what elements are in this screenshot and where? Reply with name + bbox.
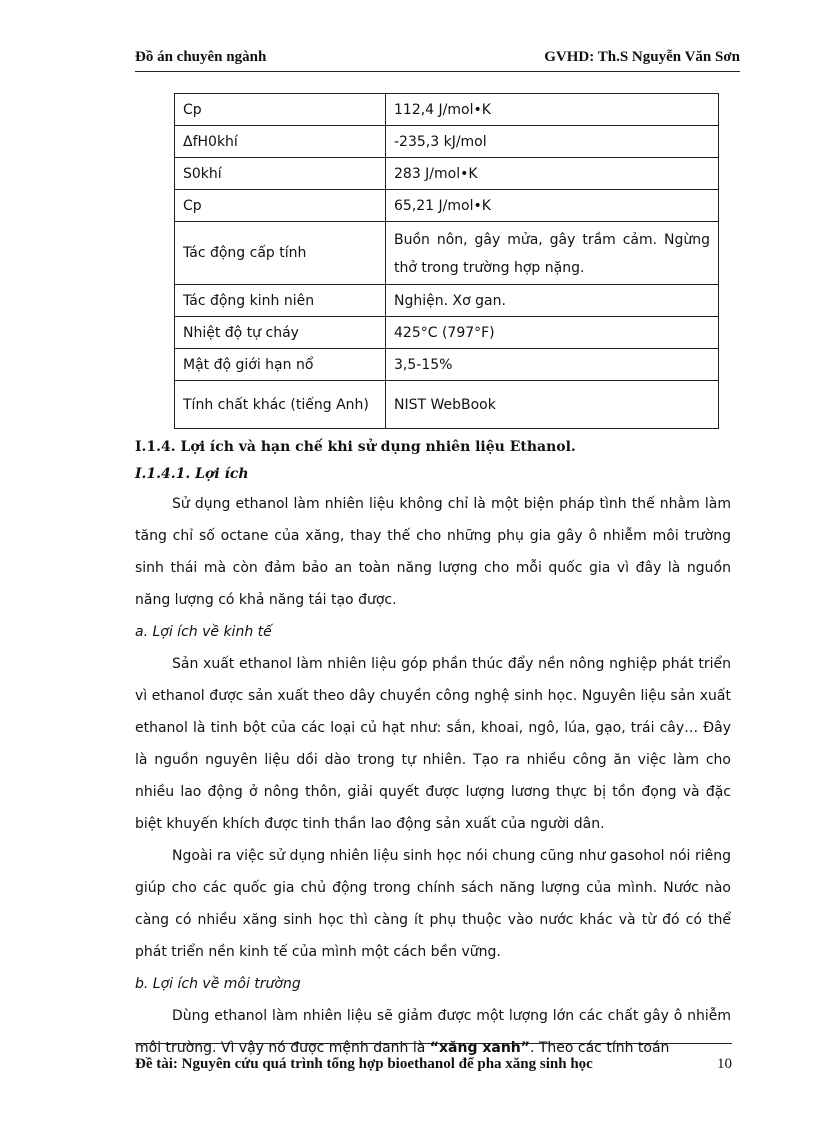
table-row <box>175 285 719 317</box>
subheading-economy: a. Lợi ích về kinh tế <box>135 624 272 640</box>
paragraph: Sử dụng ethanol làm nhiên liệu không chỉ là một biện pháp tình thế nhằm làm tăng chỉ số octane của xăng, thay thế cho những phụ gia gây ô nhiễm môi trường sinh thái mà còn đảm bảo an toàn năng lượng cho mỗi quốc gia vì đây là nguồn năng lượng có khả năng tái tạo được. <box>135 496 731 608</box>
table-value: 65,21 J/mol•K <box>386 190 719 222</box>
table-row <box>175 381 719 429</box>
table-key: Cp <box>175 190 386 222</box>
body-content <box>135 434 731 1064</box>
paragraph: Sản xuất ethanol làm nhiên liệu góp phần thúc đẩy nền nông nghiệp phát triển vì ethanol được sản xuất theo dây chuyền công nghệ sinh học. Nguyên liệu sản xuất ethanol là tinh bột của các loại củ hạt như: sắn, khoai, ngô, lúa, gạo, trái cây… Đây là nguồn nguyên liệu dồi dào trong tự nhiên. Tạo ra nhiều công ăn việc làm cho nhiều lao động ở nông thôn, giải quyết được lượng lương thực bị tồn đọng và đặc biệt khuyến khích được tinh thần lao động sản xuất của người dân. <box>135 656 731 832</box>
table-value: -235,3 kJ/mol <box>386 126 719 158</box>
table-value: 283 J/mol•K <box>386 158 719 190</box>
footer-title: Đề tài: Nguyên cứu quá trình tổng hợp bioethanol để pha xăng sinh học <box>135 1056 593 1072</box>
table-row <box>175 158 719 190</box>
header-left: Đồ án chuyên ngành <box>135 49 267 65</box>
table-key: S0khí <box>175 158 386 190</box>
table-value: Nghiện. Xơ gan. <box>386 285 719 317</box>
section-heading: I.1.4. Lợi ích và hạn chế khi sử dụng nhiên liệu Ethanol. <box>135 439 576 455</box>
paragraph: Ngoài ra việc sử dụng nhiên liệu sinh học nói chung cũng như gasohol nói riêng giúp cho các quốc gia chủ động trong chính sách năng lượng của mình. Nước nào càng có nhiều xăng sinh học thì càng ít phụ thuộc vào nước khác và từ đó có thể phát triển nền kinh tế của mình một cách bền vững. <box>135 848 731 960</box>
table-value: 425°C (797°F) <box>386 317 719 349</box>
subsection-heading: I.1.4.1. Lợi ích <box>135 466 249 482</box>
subheading-environment: b. Lợi ích về môi trường <box>135 976 301 992</box>
page-footer <box>135 1043 732 1076</box>
table-key: ΔfH0khí <box>175 126 386 158</box>
table-value: Buồn nôn, gây mửa, gây trầm cảm. Ngừng thở trong trường hợp nặng. <box>386 222 719 285</box>
table-key: Cp <box>175 94 386 126</box>
paragraph-text: . Theo các tính toán <box>529 1040 670 1056</box>
table-key: Tính chất khác (tiếng Anh) <box>175 381 386 429</box>
header-right: GVHD: Th.S Nguyễn Văn Sơn <box>544 49 740 65</box>
table-row <box>175 126 719 158</box>
paragraph-bold-term: “xăng xanh” <box>429 1040 530 1056</box>
table-key: Tác động cấp tính <box>175 222 386 285</box>
table-row <box>175 317 719 349</box>
paragraph-text: Dùng ethanol làm nhiên liệu sẽ giảm được một lượng lớn các chất gây ô nhiễm môi trường. Vì vậy nó được mệnh danh là <box>135 1008 731 1056</box>
table-row <box>175 94 719 126</box>
table-row <box>175 349 719 381</box>
table-value: NIST WebBook <box>386 381 719 429</box>
table-key: Mật độ giới hạn nổ <box>175 349 386 381</box>
table-key: Nhiệt độ tự cháy <box>175 317 386 349</box>
page-header <box>135 49 740 72</box>
table-row <box>175 222 719 285</box>
properties-table <box>174 93 719 429</box>
table-row <box>175 190 719 222</box>
table-key: Tác động kinh niên <box>175 285 386 317</box>
table-value: 3,5-15% <box>386 349 719 381</box>
table-value: 112,4 J/mol•K <box>386 94 719 126</box>
page-number: 10 <box>717 1056 732 1072</box>
